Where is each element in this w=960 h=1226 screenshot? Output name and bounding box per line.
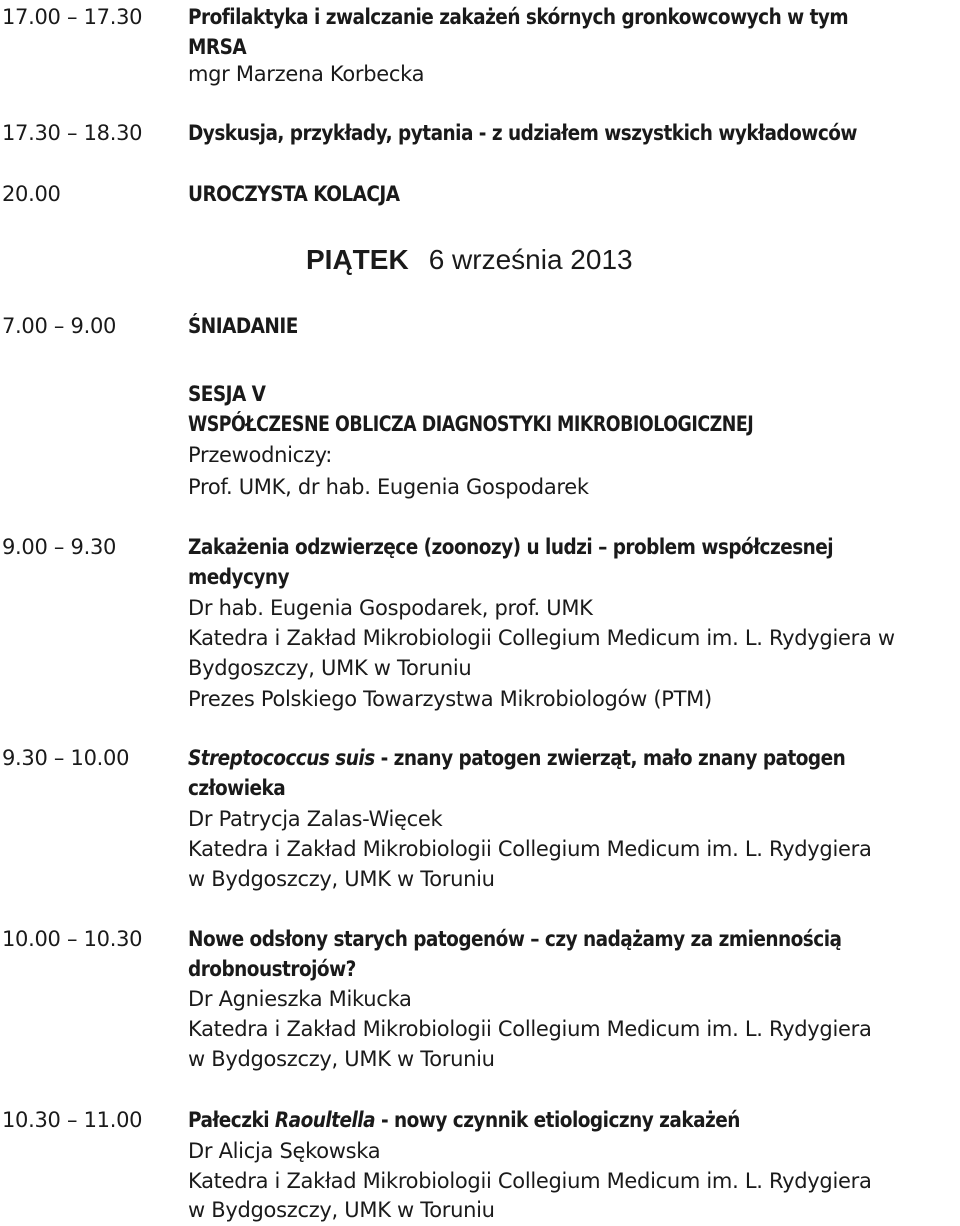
item-title: Dyskusja, przykłady, pytania - z udziałem wszystkich wykładowców bbox=[188, 121, 857, 145]
day-heading bbox=[306, 243, 633, 277]
talk-title-pre: Pałeczki bbox=[188, 1108, 275, 1132]
talk-speaker: Dr Alicja Sękowska bbox=[188, 1139, 381, 1163]
session-chair: Prof. UMK, dr hab. Eugenia Gospodarek bbox=[188, 475, 589, 499]
talk-speaker: Dr Agnieszka Mikucka bbox=[188, 987, 412, 1011]
item-time: 17.00 – 17.30 bbox=[2, 5, 143, 29]
talk-title-rest: - znany patogen zwierząt, mało znany patogen bbox=[374, 746, 846, 770]
talk-role: Prezes Polskiego Towarzystwa Mikrobiologów (PTM) bbox=[188, 687, 712, 711]
item-title-line1: Profilaktyka i zwalczanie zakażeń skórnych gronkowcowych w tym bbox=[188, 5, 849, 29]
talk-affiliation-line2: w Bydgoszczy, UMK w Toruniu bbox=[188, 1198, 495, 1222]
talk-title-line1: Nowe odsłony starych patogenów – czy nadążamy za zmiennością bbox=[188, 927, 842, 951]
item-title-line2: MRSA bbox=[188, 35, 247, 59]
talk-title-line1: Zakażenia odzwierzęce (zoonozy) u ludzi – problem współczesnej bbox=[188, 535, 834, 559]
item-title: ŚNIADANIE bbox=[188, 314, 298, 338]
item-time: 7.00 – 9.00 bbox=[2, 314, 117, 338]
talk-affiliation-line2: Bydgoszczy, UMK w Toruniu bbox=[188, 656, 472, 680]
talk-time: 9.00 – 9.30 bbox=[2, 535, 117, 559]
talk-affiliation-line1: Katedra i Zakład Mikrobiologii Collegium Medicum im. L. Rydygiera bbox=[188, 1169, 872, 1193]
item-speaker: mgr Marzena Korbecka bbox=[188, 62, 425, 86]
talk-title-line1 bbox=[188, 745, 845, 771]
talk-affiliation-line2: w Bydgoszczy, UMK w Toruniu bbox=[188, 1047, 495, 1071]
day-name: PIĄTEK bbox=[306, 244, 409, 275]
session-title: WSPÓŁCZESNE OBLICZA DIAGNOSTYKI MIKROBIOLOGICZNEJ bbox=[188, 412, 754, 436]
talk-title-italic: Raoultella bbox=[274, 1108, 376, 1132]
talk-affiliation-line1: Katedra i Zakład Mikrobiologii Collegium Medicum im. L. Rydygiera w bbox=[188, 626, 895, 650]
item-time: 20.00 bbox=[2, 182, 61, 206]
talk-title-line2: drobnoustrojów? bbox=[188, 957, 356, 981]
talk-speaker: Dr Patrycja Zalas-Więcek bbox=[188, 807, 443, 831]
talk-title-line2: człowieka bbox=[188, 776, 286, 800]
day-date: 6 września 2013 bbox=[428, 244, 633, 275]
item-time: 17.30 – 18.30 bbox=[2, 121, 143, 145]
talk-affiliation-line2: w Bydgoszczy, UMK w Toruniu bbox=[188, 867, 495, 891]
talk-title-line2: medycyny bbox=[188, 565, 290, 589]
talk-speaker: Dr hab. Eugenia Gospodarek, prof. UMK bbox=[188, 596, 593, 620]
talk-title-rest: - nowy czynnik etiologiczny zakażeń bbox=[375, 1108, 740, 1132]
talk-time: 9.30 – 10.00 bbox=[2, 746, 130, 770]
talk-affiliation-line1: Katedra i Zakład Mikrobiologii Collegium Medicum im. L. Rydygiera bbox=[188, 1017, 872, 1041]
session-chair-label: Przewodniczy: bbox=[188, 443, 333, 467]
talk-title-italic: Streptococcus suis bbox=[188, 746, 375, 770]
talk-time: 10.00 – 10.30 bbox=[2, 927, 143, 951]
talk-time: 10.30 – 11.00 bbox=[2, 1108, 143, 1132]
talk-affiliation-line1: Katedra i Zakład Mikrobiologii Collegium Medicum im. L. Rydygiera bbox=[188, 837, 872, 861]
item-title: UROCZYSTA KOLACJA bbox=[188, 182, 400, 206]
talk-title-line1 bbox=[188, 1107, 740, 1133]
session-label: SESJA V bbox=[188, 382, 266, 406]
